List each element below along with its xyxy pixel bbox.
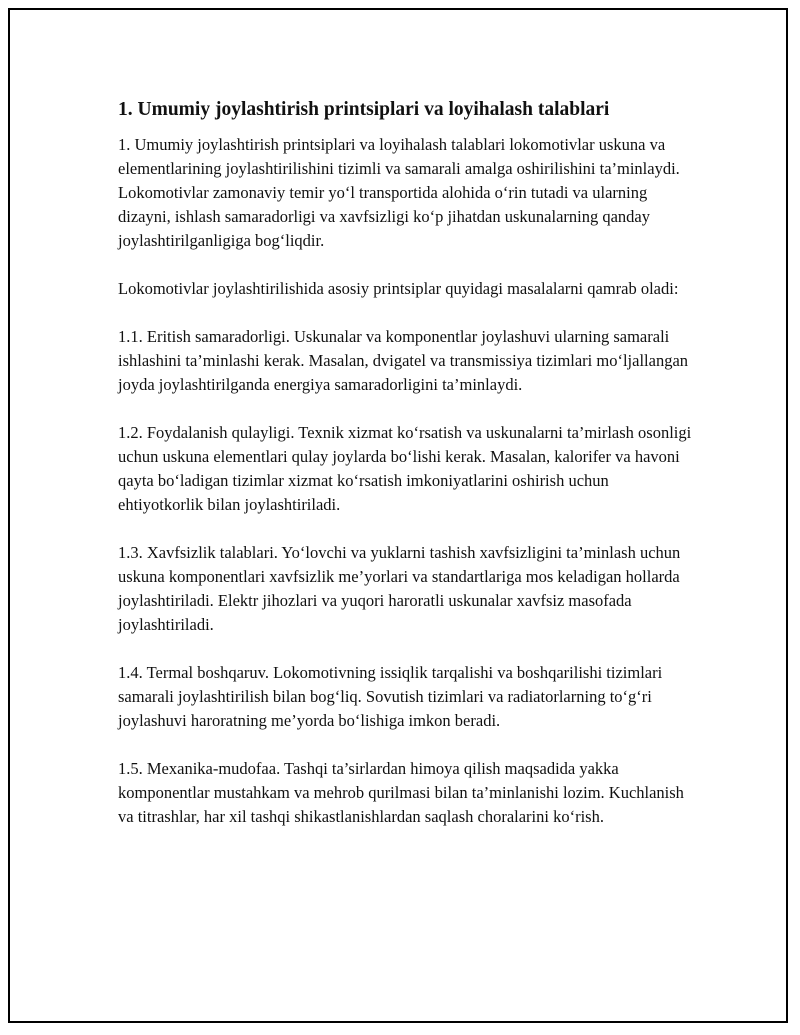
- section-heading: 1. Umumiy joylashtirish printsiplari va loyihalash talablari: [118, 99, 610, 120]
- principle-1-2-paragraph: 1.2. Foydalanish qulayligi. Texnik xizmat ko‘rsatish va uskunalarni ta’mirlash osonligi uchun uskuna elementlari qulay joylarda bo‘lishi kerak. Masalan, kalorifer va havoni qayta bo‘ladigan tizimlar xizmat ko‘rsatish imkoniyatlarini oshirish uchun ehtiyotkorlik bilan joylashtiriladi.: [118, 423, 692, 514]
- principle-1-5-paragraph: 1.5. Mexanika-mudofaa. Tashqi ta’sirlardan himoya qilish maqsadida yakka komponentlar mustahkam va mehrob qurilmasi bilan ta’minlanishi lozim. Kuchlanish va titrashlar, har xil tashqi shikastlanishlardan saqlash choralarini ko‘rish.: [118, 759, 684, 826]
- document-content: [118, 96, 698, 853]
- principle-1-4-paragraph: 1.4. Termal boshqaruv. Lokomotivning issiqlik tarqalishi va boshqarilishi tizimlari samarali joylashtirilish bilan bog‘liq. Sovutish tizimlari va radiatorlarning to‘g‘ri joylashuvi haroratning me’yorda bo‘lishiga imkon beradi.: [118, 663, 663, 730]
- principle-1-1-paragraph: 1.1. Eritish samaradorligi. Uskunalar va komponentlar joylashuvi ularning samarali ishlashini ta’minlashi kerak. Masalan, dvigatel va transmissiya tizimlari mo‘ljallangan joyda joylashtirilganda energiya samaradorligini ta’minlaydi.: [118, 327, 689, 394]
- principle-1-3-paragraph: 1.3. Xavfsizlik talablari. Yo‘lovchi va yuklarni tashish xavfsizligini ta’minlash uchun uskuna komponentlari xavfsizlik me’yorlari va standartlariga mos keladigan hollarda joylashtiriladi. Elektr jihozlari va yuqori haroratli uskunalar xavfsiz masofada joylashtiriladi.: [118, 543, 681, 634]
- intro-paragraph: 1. Umumiy joylashtirish printsiplari va loyihalash talablari lokomotivlar uskuna va elementlarining joylashtirilishini tizimli va samarali amalga oshirilishini ta’minlaydi. Lokomotivlar zamonaviy temir yo‘l transportida alohida o‘rin tutadi va ularning dizayni, ishlash samaradorligi va xavfsizligi ko‘p jihatdan uskunalarning qanday joylashtirilganligiga bog‘liqdir.: [118, 135, 680, 250]
- document-page: [8, 8, 788, 1023]
- principles-lead-paragraph: Lokomotivlar joylashtirilishida asosiy printsiplar quyidagi masalalarni qamrab oladi:: [118, 279, 679, 298]
